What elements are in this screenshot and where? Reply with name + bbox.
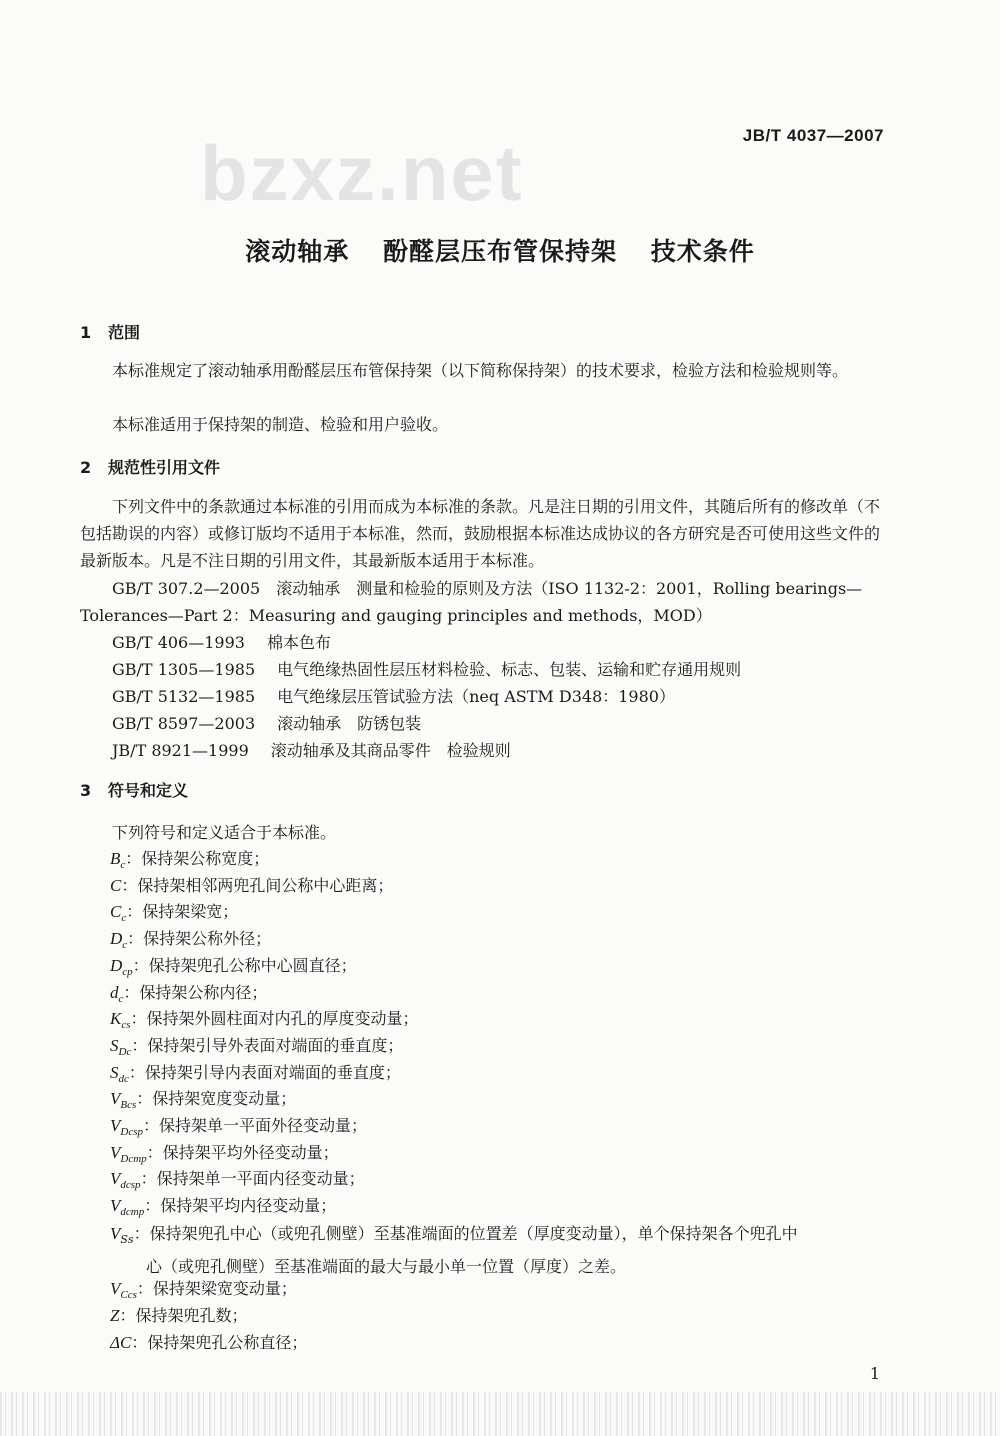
symbol: D	[110, 955, 123, 975]
section-3-heading	[80, 778, 188, 801]
symbol-description: ：保持架兜孔中心（或兜孔侧壁）至基准端面的位置差（厚度变动量），单个保持架各个兜孔中	[133, 1224, 798, 1243]
symbol-definition	[110, 1166, 365, 1191]
reference-title: 滚动轴承 防锈包装	[277, 714, 422, 733]
symbol: C	[110, 902, 122, 922]
reference-code: GB/T 5132—1985	[112, 687, 256, 706]
symbol-description: ：保持架引导内表面对端面的垂直度；	[128, 1062, 401, 1082]
document-title	[0, 232, 1000, 268]
symbol: D	[110, 929, 123, 949]
symbol-definition	[110, 1140, 339, 1165]
symbol: V	[110, 1196, 121, 1216]
reference-title: 电气绝缘层压管试验方法（neq ASTM D348：1980）	[277, 687, 675, 706]
symbol-description: ：保持架外圆柱面对内孔的厚度变动量；	[130, 1009, 419, 1029]
symbol-subscript: c	[122, 939, 128, 952]
symbol-definition	[110, 846, 269, 871]
symbol: V	[110, 1279, 121, 1298]
symbol: ΔC	[110, 1333, 132, 1352]
symbol-description-continued: 心（或兜孔侧壁）至基准端面的最大与最小单一位置（厚度）之差。	[146, 1257, 627, 1277]
symbol: V	[110, 1169, 121, 1189]
section-title: 符号和定义	[108, 781, 189, 800]
symbol-subscript: dcsp	[120, 1179, 141, 1192]
symbol-subscript: dcmp	[120, 1206, 145, 1219]
symbol-definition	[110, 1006, 419, 1031]
title-part-3: 技术条件	[650, 237, 755, 266]
symbol: K	[110, 1009, 122, 1029]
section-number: 2	[80, 458, 92, 477]
scan-noise	[0, 1392, 1000, 1436]
symbol-definition	[110, 1303, 247, 1326]
symbol-subscript: Bcs	[120, 1099, 137, 1112]
symbol: S	[110, 1035, 119, 1055]
symbol-subscript: cs	[121, 1019, 131, 1032]
symbol-subscript: c	[121, 912, 127, 925]
symbol-description: ：保持架梁宽变动量；	[136, 1279, 297, 1298]
symbol-definition	[110, 1033, 403, 1058]
symbol-subscript: cp	[122, 965, 133, 978]
reference-line: GB/T 307.2—2005 滚动轴承 测量和检验的原则及方法（ISO 1132-2：2001，Rolling bearings—	[112, 579, 863, 598]
symbol-subscript: Dcsp	[120, 1126, 143, 1139]
symbol: C	[110, 875, 122, 895]
title-part-2: 酚醛层压布管保持架	[382, 237, 617, 266]
symbol-subscript: Ccs	[120, 1289, 137, 1302]
symbol-definition	[110, 980, 267, 1005]
reference-line	[112, 630, 331, 653]
symbol-definition	[110, 1086, 296, 1111]
symbol-definition	[110, 899, 238, 924]
section-1-heading	[80, 320, 140, 343]
symbol-subscript: Dcmp	[120, 1152, 147, 1165]
symbol: S	[110, 1062, 119, 1082]
symbol: V	[110, 1142, 121, 1162]
symbol-description: ：保持架兜孔公称中心圆直径；	[132, 955, 357, 975]
reference-line	[112, 738, 511, 761]
symbol: V	[110, 1116, 121, 1135]
symbol-subscript: c	[118, 992, 124, 1005]
reference-line	[112, 711, 421, 734]
symbol-subscript: Ss	[120, 1233, 134, 1247]
section-title: 规范性引用文件	[108, 458, 221, 477]
symbol: B	[110, 849, 121, 868]
reference-line	[112, 684, 675, 707]
symbol-description: ：保持架宽度变动量；	[136, 1089, 297, 1109]
page-number: 1	[869, 1364, 880, 1383]
symbol-description: ：保持架公称宽度；	[125, 849, 270, 868]
symbol-description: ：保持架兜孔公称直径；	[131, 1333, 308, 1352]
symbol: Z	[110, 1306, 120, 1325]
symbol-definition	[110, 1193, 336, 1218]
symbol-definition	[110, 1113, 367, 1138]
standard-code: JB/T 4037—2007	[742, 126, 884, 145]
symbol-definition-vss	[110, 1220, 886, 1280]
symbol-definition	[110, 1276, 297, 1301]
symbol-description: ：保持架相邻两兜孔间公称中心距离；	[121, 875, 394, 895]
symbol-description: ：保持架平均外径变动量；	[146, 1142, 339, 1162]
paragraph: 下列符号和定义适合于本标准。	[112, 823, 337, 842]
symbol-subscript: dc	[118, 1072, 129, 1085]
section-number: 1	[80, 323, 92, 342]
section-title: 范围	[108, 323, 141, 342]
symbol-definition	[110, 1330, 307, 1353]
reference-title: 棉本色布	[266, 633, 331, 652]
paragraph: 本标准适用于保持架的制造、检验和用户验收。	[112, 415, 449, 434]
symbol-description: ：保持架公称外径；	[127, 929, 272, 949]
reference-line	[112, 657, 741, 680]
symbol: d	[110, 982, 119, 1002]
symbol-description: ：保持架平均内径变动量；	[144, 1196, 337, 1216]
symbol-definition	[110, 926, 271, 951]
symbol-description: ：保持架引导外表面对端面的垂直度；	[131, 1035, 404, 1055]
symbol-description: ：保持架兜孔数；	[119, 1306, 248, 1325]
section-2-heading	[80, 455, 220, 478]
reference-title: 电气绝缘热固性层压材料检验、标志、包装、运输和贮存通用规则	[277, 660, 742, 679]
symbol-description: ：保持架梁宽；	[126, 902, 239, 922]
reference-code: GB/T 8597—2003	[112, 714, 256, 733]
symbol-definition	[110, 873, 393, 896]
paragraph: 本标准规定了滚动轴承用酚醛层压布管保持架（以下简称保持架）的技术要求，检验方法和检验规则等。	[112, 361, 849, 380]
symbol: V	[110, 1224, 121, 1243]
reference-line-continued: Tolerances—Part 2：Measuring and gauging principles and methods，MOD）	[80, 606, 712, 625]
symbol-definition	[110, 953, 357, 978]
paragraph: 下列文件中的条款通过本标准的引用而成为本标准的条款。凡是注日期的引用文件，其随后所有的修改单（不包括勘误的内容）或修订版均不适用于本标准，然而，鼓励根据本标准达成协议的各方研究是否可使用这些文件的最新版本。凡是不注日期的引用文件，其最新版本适用于本标准。	[80, 497, 881, 570]
symbol: V	[110, 1089, 121, 1109]
watermark: bzxz.net	[200, 129, 524, 217]
reference-code: GB/T 1305—1985	[112, 660, 256, 679]
symbol-definition	[110, 1060, 401, 1085]
symbol-description: ：保持架公称内径；	[123, 982, 268, 1002]
symbol-description: ：保持架单一平面内径变动量；	[140, 1169, 365, 1189]
section-number: 3	[80, 781, 92, 800]
symbol-subscript: c	[120, 859, 126, 872]
reference-title: 滚动轴承及其商品零件 检验规则	[270, 741, 511, 760]
reference-code: JB/T 8921—1999	[112, 741, 249, 760]
symbol-subscript: Dc	[118, 1046, 132, 1059]
symbol-description: ：保持架单一平面外径变动量；	[143, 1116, 368, 1135]
reference-code: GB/T 406—1993	[112, 633, 245, 652]
title-part-1: 滚动轴承	[245, 237, 350, 266]
